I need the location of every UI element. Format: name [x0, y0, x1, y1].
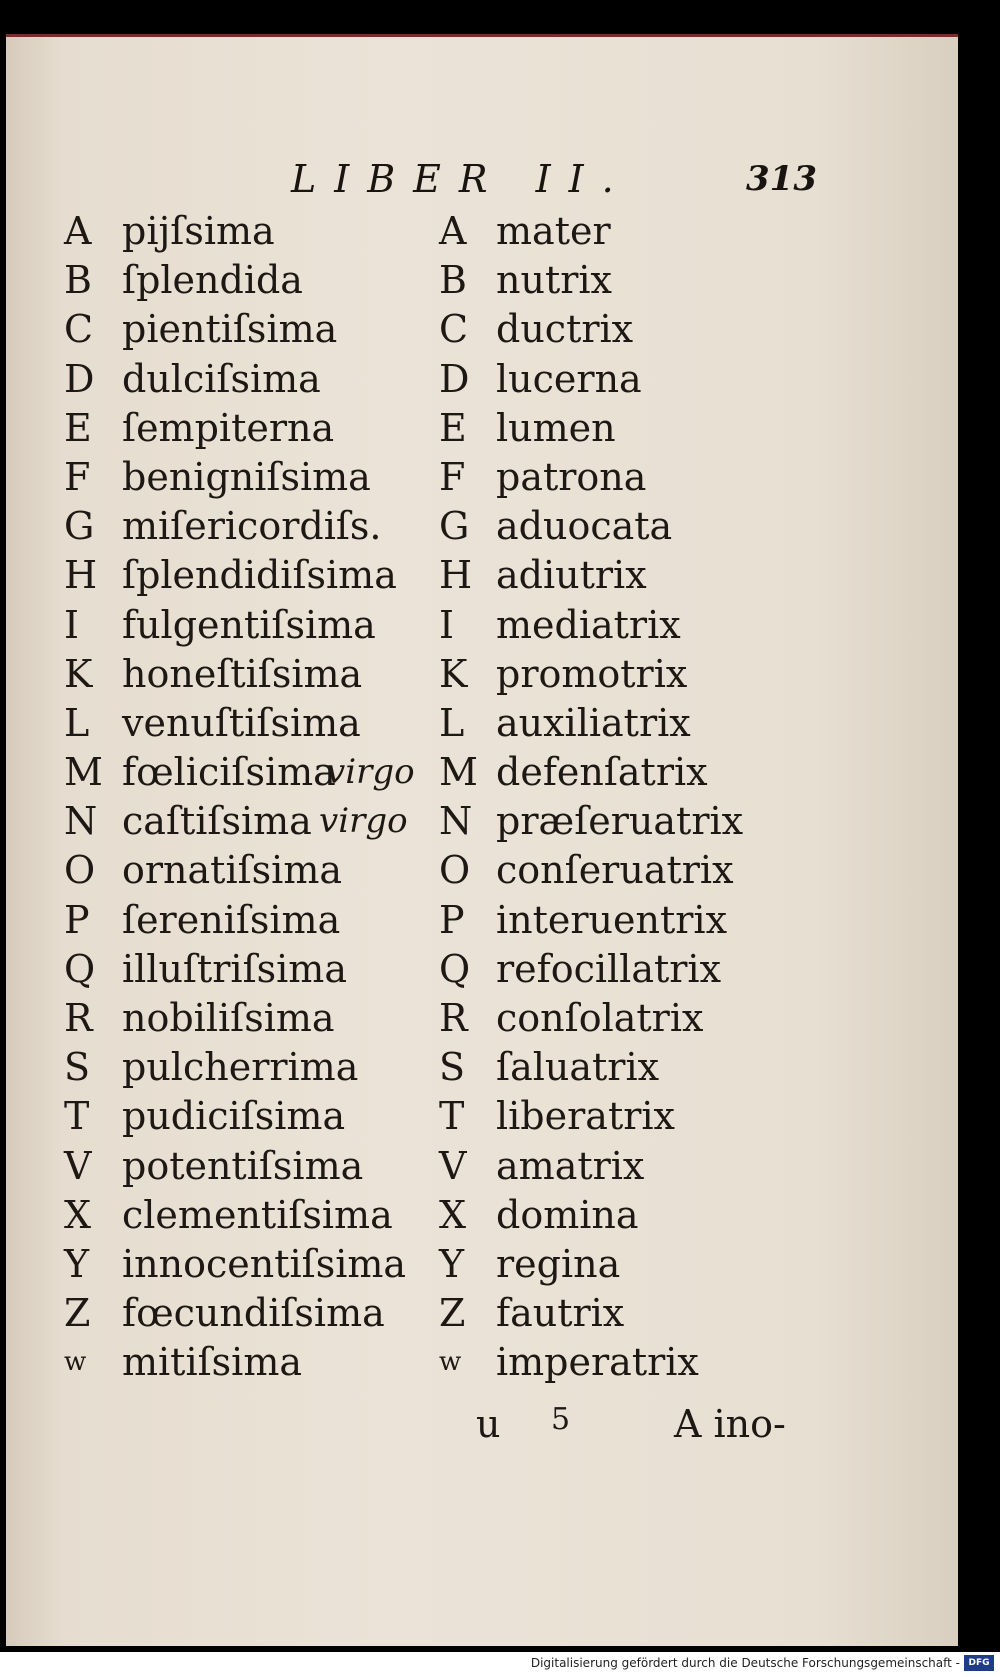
letter-left: P — [64, 897, 90, 942]
epithet: benigniſsima — [122, 454, 371, 499]
letter-left: X — [64, 1192, 92, 1237]
title-noun: conſeruatrix — [496, 848, 734, 893]
letter-right: B — [439, 258, 467, 303]
letter-left: O — [64, 848, 96, 893]
table-row — [64, 846, 944, 895]
title-noun: præſeruatrix — [496, 799, 744, 844]
letter-right: O — [439, 848, 471, 893]
epithet: mitiſsima — [122, 1340, 303, 1385]
letter-left: M — [64, 750, 103, 795]
table-row — [64, 1240, 944, 1289]
table-row — [64, 601, 944, 650]
epithet: pijſsima — [122, 209, 275, 253]
title-noun: adiutrix — [496, 553, 647, 598]
letter-left: H — [64, 553, 98, 598]
epithet: ſplendidiſsima — [122, 553, 397, 598]
letter-right: w — [439, 1347, 462, 1378]
dfg-logo: DFG — [964, 1655, 994, 1671]
title-noun: mediatrix — [496, 602, 681, 647]
table-row — [64, 404, 944, 453]
table-row — [64, 945, 944, 994]
epithet: fulgentiſsima — [122, 602, 376, 647]
epithet: miſericordiſs. — [122, 504, 382, 549]
epithet: ſplendida — [122, 258, 303, 303]
letter-right: M — [439, 750, 478, 795]
letter-left: Q — [64, 946, 96, 991]
epithet: pientiſsima — [122, 307, 338, 352]
epithet: honeſtiſsima — [122, 651, 363, 696]
table-row — [64, 355, 944, 404]
digitization-footer — [0, 1652, 1000, 1677]
letter-right: K — [439, 651, 468, 696]
epithet: nobiliſsima — [122, 996, 335, 1040]
title-noun: lucerna — [496, 356, 642, 401]
letter-left: D — [64, 356, 95, 401]
title-noun: nutrix — [496, 258, 612, 303]
signature-number: 5 — [551, 1402, 571, 1437]
letter-right: S — [439, 1045, 466, 1090]
title-noun: regina — [496, 1241, 621, 1286]
letter-right: H — [439, 553, 473, 598]
epithet: innocentiſsima — [122, 1241, 407, 1286]
letter-right: P — [439, 897, 465, 942]
title-noun: lumen — [496, 405, 616, 450]
epithet: pudiciſsima — [122, 1094, 346, 1139]
letter-left: C — [64, 307, 94, 352]
table-row — [64, 896, 944, 945]
table-row — [64, 650, 944, 699]
letter-left: S — [64, 1045, 91, 1090]
table-row — [64, 1338, 944, 1387]
epithet: caſtiſsima — [122, 799, 312, 844]
title-noun: auxiliatrix — [496, 700, 691, 745]
letter-left: F — [64, 454, 91, 499]
letter-left: T — [64, 1094, 90, 1139]
table-row — [64, 256, 944, 305]
letter-right: Q — [439, 946, 471, 991]
letter-right: E — [439, 405, 467, 450]
epithet: fœliciſsima — [122, 750, 336, 795]
letter-right: A — [439, 209, 467, 253]
table-row — [64, 994, 944, 1043]
letter-left: w — [64, 1347, 87, 1378]
page-header — [6, 157, 958, 201]
title-noun: interuentrix — [496, 897, 728, 942]
letter-right: Z — [439, 1291, 466, 1336]
table-row — [64, 453, 944, 502]
letter-left: Z — [64, 1291, 91, 1336]
letter-left: B — [64, 258, 92, 303]
table-row — [64, 551, 944, 600]
letter-left: R — [64, 996, 93, 1040]
letter-right: I — [439, 602, 455, 647]
letter-left: L — [64, 700, 90, 745]
letter-left: V — [64, 1143, 92, 1188]
title-noun: refocillatrix — [496, 946, 722, 991]
title-noun: ductrix — [496, 307, 634, 352]
table-row — [64, 1289, 944, 1338]
epithet: pulcherrima — [122, 1045, 359, 1090]
epithet: venuſtiſsima — [122, 700, 361, 745]
title-noun: aduocata — [496, 504, 673, 549]
letter-left: E — [64, 405, 92, 450]
letter-left: Y — [64, 1241, 90, 1286]
epithet: fœcundiſsima — [122, 1291, 385, 1336]
title-noun: patrona — [496, 454, 647, 499]
epithet: ornatiſsima — [122, 848, 343, 893]
title-noun: mater — [496, 209, 611, 253]
virgo-word: virgo — [326, 752, 415, 793]
table-row — [64, 1191, 944, 1240]
table-row — [64, 207, 944, 256]
book-page — [6, 34, 958, 1646]
epithet: potentiſsima — [122, 1143, 364, 1188]
letter-right: N — [439, 799, 473, 844]
letter-right: G — [439, 504, 470, 549]
virgo-word: virgo — [319, 801, 408, 842]
epithet: ſereniſsima — [122, 897, 341, 942]
running-head: LIBER II. — [291, 157, 632, 201]
signature-mark: u — [476, 1402, 501, 1446]
letter-right: V — [439, 1143, 467, 1188]
epithet: clementiſsima — [122, 1192, 393, 1237]
letter-left: A — [64, 209, 92, 253]
title-noun: ſaluatrix — [496, 1045, 660, 1090]
page-number: 313 — [746, 159, 817, 199]
letter-left: N — [64, 799, 98, 844]
letter-right: D — [439, 356, 470, 401]
litany-table — [64, 207, 944, 1388]
table-row — [64, 305, 944, 354]
table-row — [64, 699, 944, 748]
epithet: illuſtriſsima — [122, 946, 347, 991]
catch-line — [6, 1402, 958, 1452]
letter-left: K — [64, 651, 93, 696]
letter-right: X — [439, 1192, 467, 1237]
letter-right: L — [439, 700, 465, 745]
footer-credit: Digitalisierung gefördert durch die Deutsche Forschungsgemeinschaft - — [530, 1656, 960, 1670]
table-row — [64, 1092, 944, 1141]
letter-right: C — [439, 307, 469, 352]
table-row — [64, 502, 944, 551]
catchword: A ino- — [674, 1402, 786, 1446]
title-noun: fautrix — [496, 1291, 625, 1336]
table-row — [64, 748, 944, 797]
table-row — [64, 1043, 944, 1092]
epithet: dulciſsima — [122, 356, 321, 401]
letter-right: T — [439, 1094, 465, 1139]
title-noun: amatrix — [496, 1143, 645, 1188]
title-noun: promotrix — [496, 651, 688, 696]
letter-left: I — [64, 602, 80, 647]
table-row — [64, 797, 944, 846]
title-noun: liberatrix — [496, 1094, 675, 1139]
table-row — [64, 1142, 944, 1191]
letter-left: G — [64, 504, 95, 549]
letter-right: Y — [439, 1241, 465, 1286]
title-noun: imperatrix — [496, 1340, 699, 1385]
title-noun: defenſatrix — [496, 750, 708, 795]
epithet: ſempiterna — [122, 405, 335, 450]
title-noun: domina — [496, 1192, 639, 1237]
title-noun: conſolatrix — [496, 996, 704, 1040]
letter-right: R — [439, 996, 468, 1040]
letter-right: F — [439, 454, 466, 499]
